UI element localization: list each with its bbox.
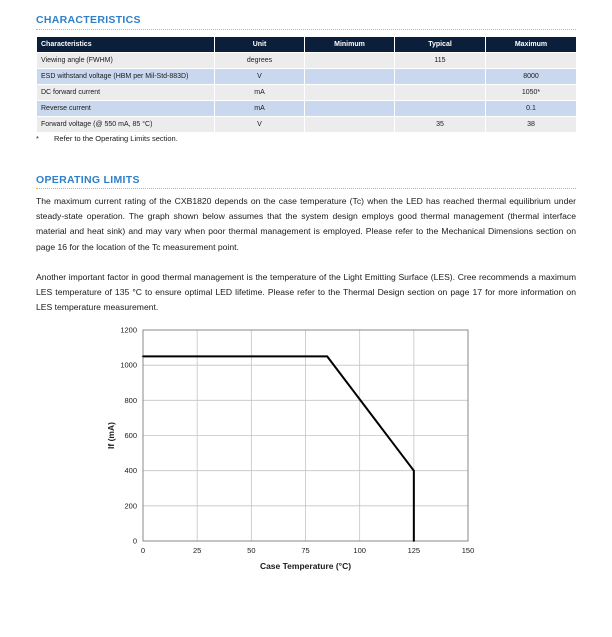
table-header-row: [37, 37, 577, 53]
table-cell: DC forward current: [37, 85, 215, 101]
table-cell: [395, 69, 486, 85]
footnote-mark: *: [36, 134, 39, 143]
y-tick-label: 200: [124, 501, 137, 511]
footnote-text: Refer to the Operating Limits section.: [54, 134, 178, 143]
chart-series: [142, 355, 415, 541]
table-cell: ESD withstand voltage (HBM per Mil-Std-883D): [37, 69, 215, 85]
table-cell: 35: [395, 117, 486, 133]
operating-limits-paragraph-2: Another important factor in good thermal management is the temperature of the Light Emitting Surface (LES). Cree recommends a maximum LES temperature of 135 °C to ensure optimal LED lifetime. Please refer to the Thermal Design section on page 17 for more information on LES temperature measurement.: [36, 272, 576, 313]
table-cell: mA: [215, 101, 305, 117]
y-axis-label: If (mA): [106, 422, 116, 449]
table-row: [37, 101, 577, 117]
y-tick-label: 800: [124, 395, 137, 405]
table-cell: mA: [215, 85, 305, 101]
y-tick-label: 600: [124, 431, 137, 440]
y-tick-label: 400: [124, 466, 137, 476]
x-axis-label: Case Temperature (°C): [259, 561, 352, 571]
header-characteristics: Characteristics: [37, 37, 215, 53]
table-cell: 0.1: [486, 101, 577, 117]
case-temperature-derating-chart: [100, 322, 490, 572]
characteristics-heading: CHARACTERISTICS: [36, 14, 141, 26]
y-tick-label: 0: [132, 536, 137, 546]
table-footnote: [36, 134, 178, 143]
y-tick-label: 1000: [120, 360, 137, 370]
table-cell: V: [215, 69, 305, 85]
header-maximum: Maximum: [486, 37, 577, 53]
table-cell: [305, 101, 395, 117]
table-cell: [486, 53, 577, 69]
table-cell: [305, 117, 395, 133]
table-cell: [395, 85, 486, 101]
curve-vertex-point: [413, 540, 415, 542]
x-tick-label: 100: [353, 546, 366, 555]
table-cell: 1050*: [486, 85, 577, 101]
table-cell: Viewing angle (FWHM): [37, 53, 215, 69]
table-cell: degrees: [215, 53, 305, 69]
table-cell: [305, 85, 395, 101]
chart-tick-labels: [120, 326, 474, 556]
table-row: [37, 53, 577, 69]
y-tick-label: 1200: [120, 325, 137, 335]
header-unit: Unit: [215, 37, 305, 53]
x-tick-label: 0: [140, 546, 146, 555]
characteristics-divider: [36, 29, 576, 30]
operating-limits-heading: OPERATING LIMITS: [36, 174, 140, 186]
curve-vertex-point: [326, 355, 328, 357]
table-cell: 8000: [486, 69, 577, 85]
table-cell: [305, 53, 395, 69]
operating-limits-paragraph-1: The maximum current rating of the CXB1820 depends on the case temperature (Tc) when the LED has reached thermal equilibrium under steady-state operation. The graph shown below assumes that the system design employs good thermal management (thermal interface material and heat sink) and may vary when poor thermal management is employed. Please refer to the Mechanical Dimensions section on page 16 for the location of the Tc measurement point.: [36, 196, 576, 252]
operating-limits-divider: [36, 188, 576, 189]
x-tick-label: 50: [247, 546, 256, 555]
table-cell: 115: [395, 53, 486, 69]
x-tick-label: 25: [192, 546, 202, 555]
curve-vertex-point: [413, 470, 415, 472]
x-tick-label: 75: [301, 546, 310, 555]
header-typical: Typical: [395, 37, 486, 53]
x-tick-label: 125: [407, 546, 421, 555]
chart-grid: [143, 330, 468, 541]
table-row: [37, 69, 577, 85]
table-cell: 38: [486, 117, 577, 133]
header-minimum: Minimum: [305, 37, 395, 53]
table-cell: [305, 69, 395, 85]
table-cell: Forward voltage (@ 550 mA, 85 °C): [37, 117, 215, 133]
table-cell: Reverse current: [37, 101, 215, 117]
characteristics-table: [36, 36, 577, 133]
table-row: [37, 117, 577, 133]
table-cell: [395, 101, 486, 117]
table-cell: V: [215, 117, 305, 133]
x-tick-label: 150: [461, 546, 475, 555]
curve-vertex-point: [142, 355, 144, 357]
derating-curve: [143, 356, 414, 541]
table-row: [37, 85, 577, 101]
